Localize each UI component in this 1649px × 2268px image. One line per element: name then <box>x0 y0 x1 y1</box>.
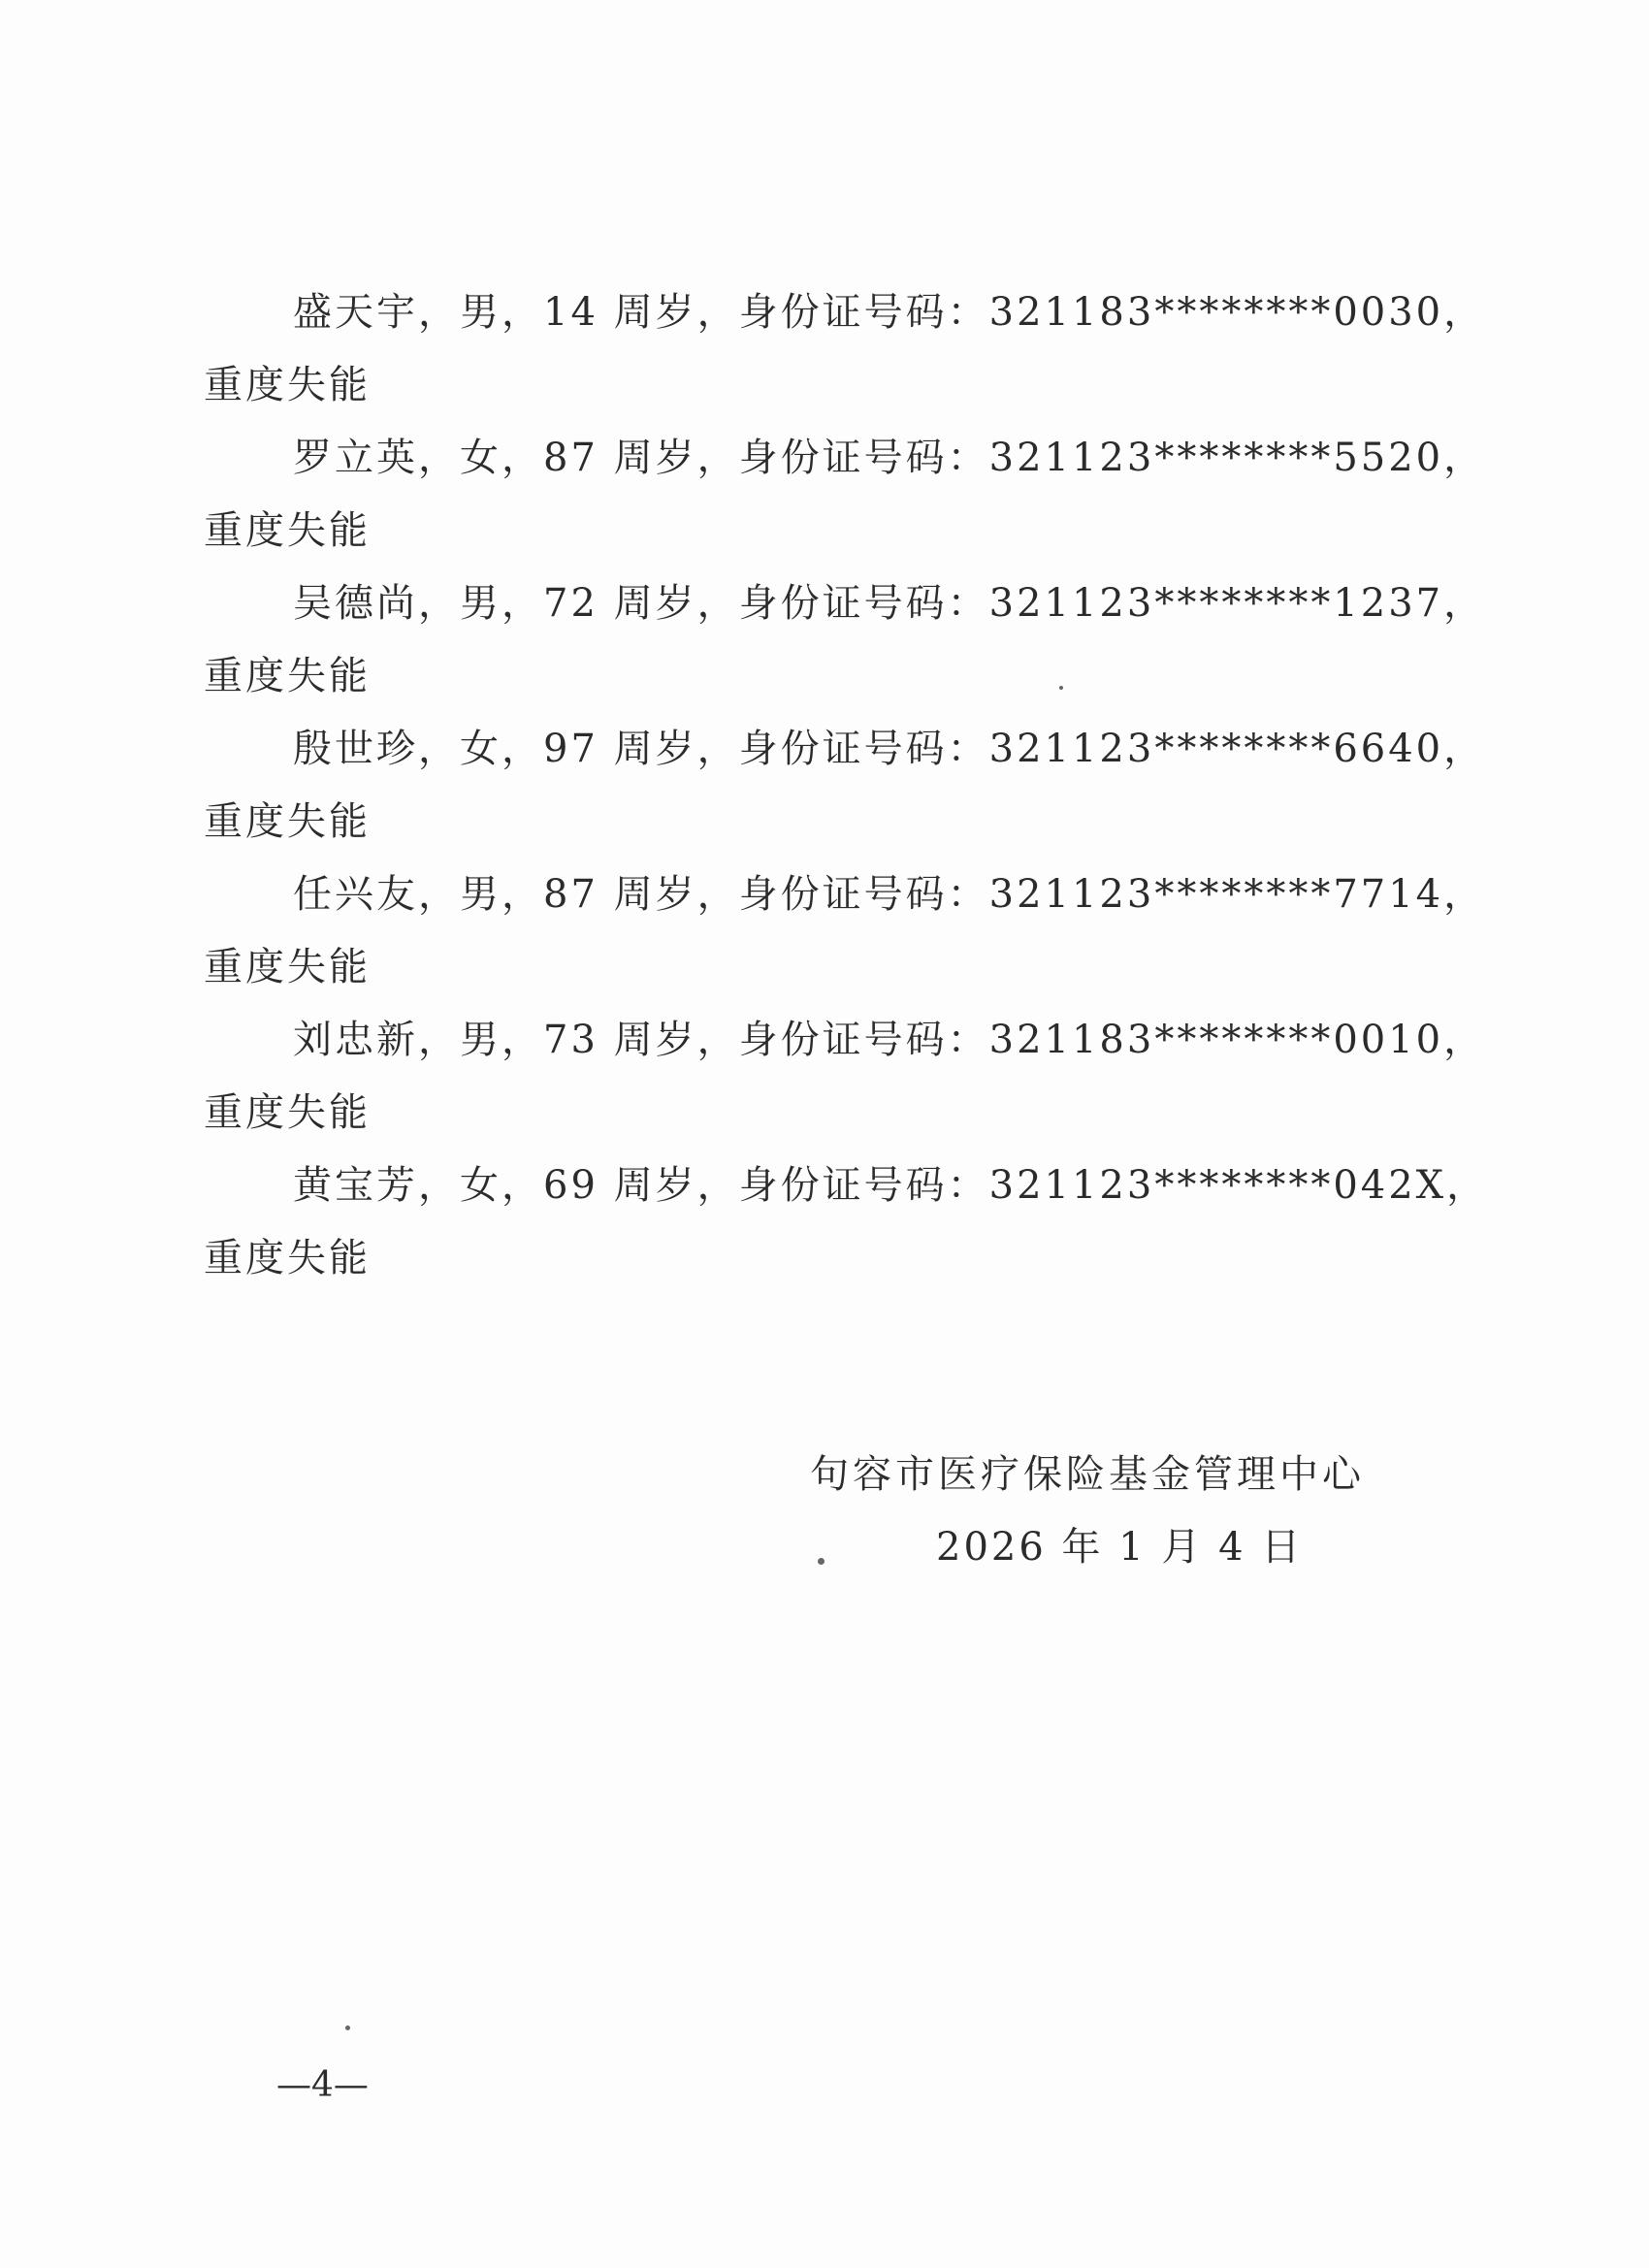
issuing-organization: 句容市医疗保险基金管理中心 <box>810 1452 1365 1497</box>
list-item <box>204 276 1486 422</box>
person-name: 罗立英 <box>293 436 418 480</box>
separator: ， <box>501 581 543 626</box>
person-gender: 男 <box>460 1018 501 1062</box>
separator: ， <box>501 436 543 480</box>
person-gender: 女 <box>460 436 501 480</box>
person-age: 73 周岁 <box>543 1018 697 1062</box>
scan-speck <box>818 1558 824 1565</box>
separator: ， <box>418 872 460 917</box>
entry-main-line <box>204 713 1486 786</box>
entry-main-line <box>204 422 1486 495</box>
person-age: 69 周岁 <box>543 1163 697 1208</box>
person-age: 14 周岁 <box>543 290 697 335</box>
person-name: 黄宝芳 <box>293 1163 418 1208</box>
list-item <box>204 1004 1486 1150</box>
entry-main-line <box>204 859 1486 931</box>
person-age: 97 周岁 <box>543 727 697 771</box>
separator: ， <box>418 1163 460 1208</box>
id-number: 321183********0030 <box>988 290 1444 335</box>
scan-speck <box>1059 686 1063 690</box>
separator: ， <box>1443 290 1486 335</box>
id-number: 321123********7714 <box>988 872 1444 917</box>
list-item <box>204 713 1486 859</box>
person-gender: 女 <box>460 727 501 771</box>
id-number: 321123********042X <box>988 1163 1447 1208</box>
separator: ， <box>1446 1163 1489 1208</box>
id-label: 身份证号码： <box>738 727 989 771</box>
disability-status: 重度失能 <box>204 508 371 553</box>
separator: ， <box>696 290 739 335</box>
person-gender: 女 <box>460 1163 501 1208</box>
separator: ， <box>501 872 543 917</box>
person-name: 盛天宇 <box>293 290 418 335</box>
separator: ， <box>1443 872 1486 917</box>
list-item <box>204 1150 1489 1295</box>
id-label: 身份证号码： <box>738 872 989 917</box>
id-label: 身份证号码： <box>738 436 989 480</box>
list-item <box>204 859 1486 1004</box>
page-number: —4— <box>276 2065 369 2105</box>
list-item <box>204 567 1486 713</box>
separator: ， <box>418 290 460 335</box>
separator: ， <box>696 727 739 771</box>
separator: ， <box>696 1018 739 1062</box>
disability-status: 重度失能 <box>204 654 371 698</box>
separator: ， <box>418 581 460 626</box>
list-item <box>204 422 1486 567</box>
entry-main-line <box>204 1150 1489 1222</box>
separator: ， <box>501 1018 543 1062</box>
separator: ， <box>501 290 543 335</box>
separator: ， <box>696 872 739 917</box>
person-gender: 男 <box>460 581 501 626</box>
scan-speck <box>345 2025 350 2030</box>
disability-status: 重度失能 <box>204 1236 371 1280</box>
separator: ， <box>1443 727 1486 771</box>
id-number: 321183********0010 <box>988 1018 1444 1062</box>
person-age: 72 周岁 <box>543 581 697 626</box>
person-name: 任兴友 <box>293 872 418 917</box>
disability-status: 重度失能 <box>204 799 371 844</box>
id-label: 身份证号码： <box>738 1018 989 1062</box>
person-age: 87 周岁 <box>543 436 697 480</box>
id-number: 321123********6640 <box>988 727 1444 771</box>
entry-main-line <box>204 276 1486 349</box>
person-list <box>204 276 1489 1295</box>
issue-date: 2026 年 1 月 4 日 <box>936 1525 1304 1570</box>
person-name: 吴德尚 <box>293 581 418 626</box>
entry-main-line <box>204 1004 1486 1077</box>
separator: ， <box>501 1163 543 1208</box>
separator: ， <box>1443 436 1486 480</box>
id-label: 身份证号码： <box>738 1163 989 1208</box>
id-label: 身份证号码： <box>738 290 989 335</box>
disability-status: 重度失能 <box>204 945 371 989</box>
separator: ， <box>696 436 739 480</box>
disability-status: 重度失能 <box>204 1090 371 1135</box>
separator: ， <box>501 727 543 771</box>
person-gender: 男 <box>460 290 501 335</box>
id-number: 321123********1237 <box>988 581 1444 626</box>
separator: ， <box>696 581 739 626</box>
disability-status: 重度失能 <box>204 363 371 407</box>
person-name: 刘忠新 <box>293 1018 418 1062</box>
id-number: 321123********5520 <box>988 436 1444 480</box>
separator: ， <box>418 436 460 480</box>
id-label: 身份证号码： <box>738 581 989 626</box>
person-age: 87 周岁 <box>543 872 697 917</box>
separator: ， <box>418 1018 460 1062</box>
separator: ， <box>696 1163 739 1208</box>
separator: ， <box>1443 1018 1486 1062</box>
person-gender: 男 <box>460 872 501 917</box>
person-name: 殷世珍 <box>293 727 418 771</box>
separator: ， <box>418 727 460 771</box>
separator: ， <box>1443 581 1486 626</box>
entry-main-line <box>204 567 1486 640</box>
